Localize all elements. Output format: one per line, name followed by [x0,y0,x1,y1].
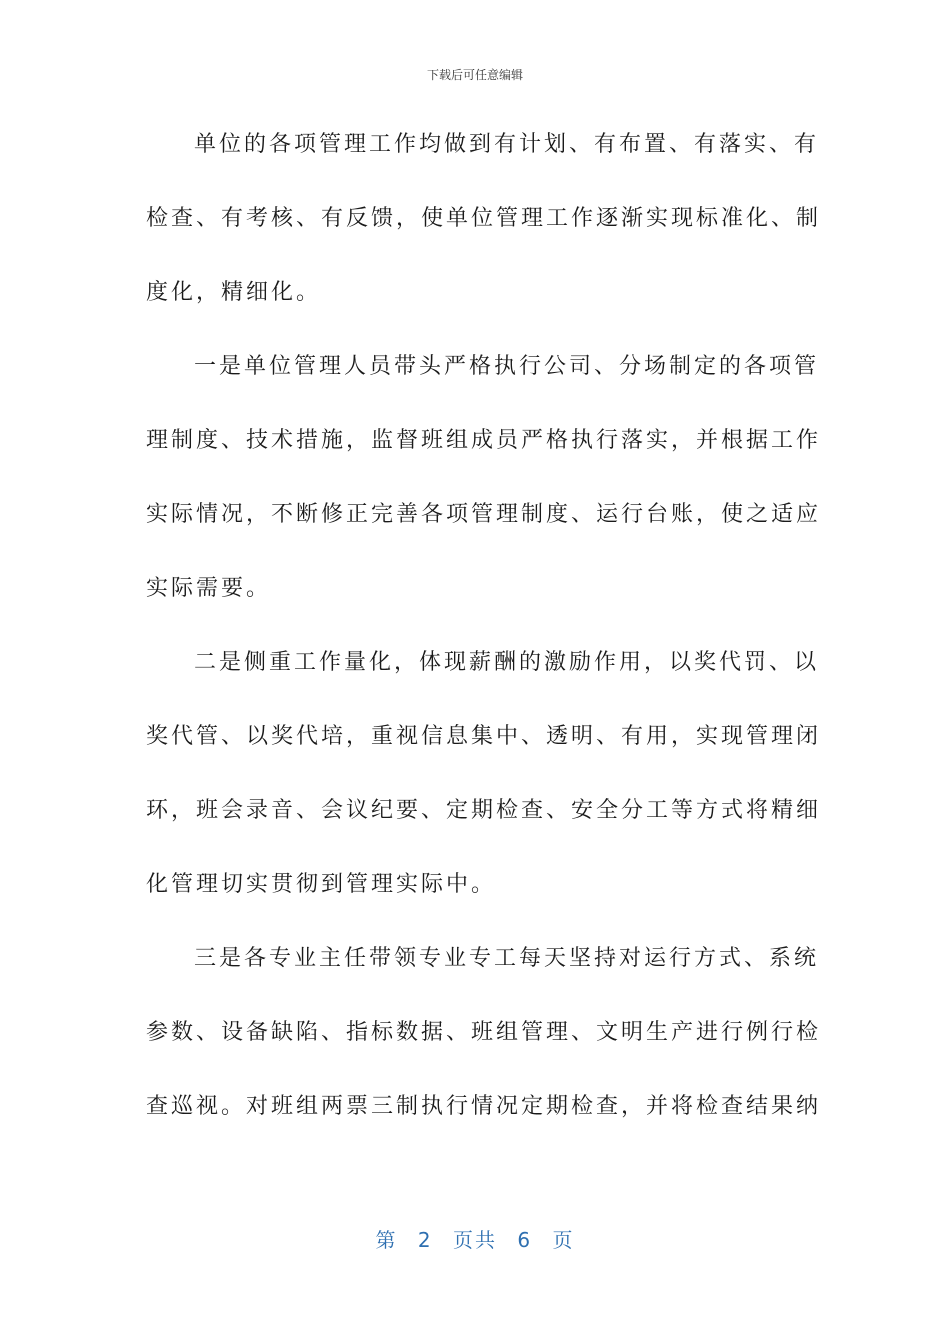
page-header: 下载后可任意编辑 [426,68,523,82]
page-footer [0,1224,950,1253]
text-line: 参数、设备缺陷、指标数据、班组管理、文明生产进行例行检 [146,1020,822,1045]
footer-middle: 页共 [453,1228,497,1252]
text-line: 度化，精细化。 [146,280,322,305]
text-line: 查巡视。对班组两票三制执行情况定期检查，并将检查结果纳 [146,1094,822,1119]
text-line: 单位的各项管理工作均做到有计划、有布置、有落实、有 [194,132,820,157]
total-pages-number: 6 [517,1228,533,1252]
text-line: 奖代管、以奖代培，重视信息集中、透明、有用，实现管理闭 [146,724,822,749]
text-line: 化管理切实贯彻到管理实际中。 [146,872,497,897]
text-line: 理制度、技术措施，监督班组成员严格执行落实，并根据工作 [146,428,822,453]
footer-suffix: 页 [552,1228,575,1252]
text-line: 实际需要。 [146,576,272,601]
text-line: 检查、有考核、有反馈，使单位管理工作逐渐实现标准化、制 [146,206,822,231]
text-line: 一是单位管理人员带头严格执行公司、分场制定的各项管 [194,354,820,379]
text-line: 环，班会录音、会议纪要、定期检查、安全分工等方式将精细 [146,798,822,823]
footer-prefix: 第 [375,1228,398,1252]
text-line: 二是侧重工作量化，体现薪酬的激励作用，以奖代罚、以 [194,650,820,675]
text-line: 三是各专业主任带领专业专工每天坚持对运行方式、系统 [194,946,820,971]
current-page-number: 2 [417,1228,433,1252]
text-line: 实际情况，不断修正完善各项管理制度、运行台账，使之适应 [146,502,822,527]
